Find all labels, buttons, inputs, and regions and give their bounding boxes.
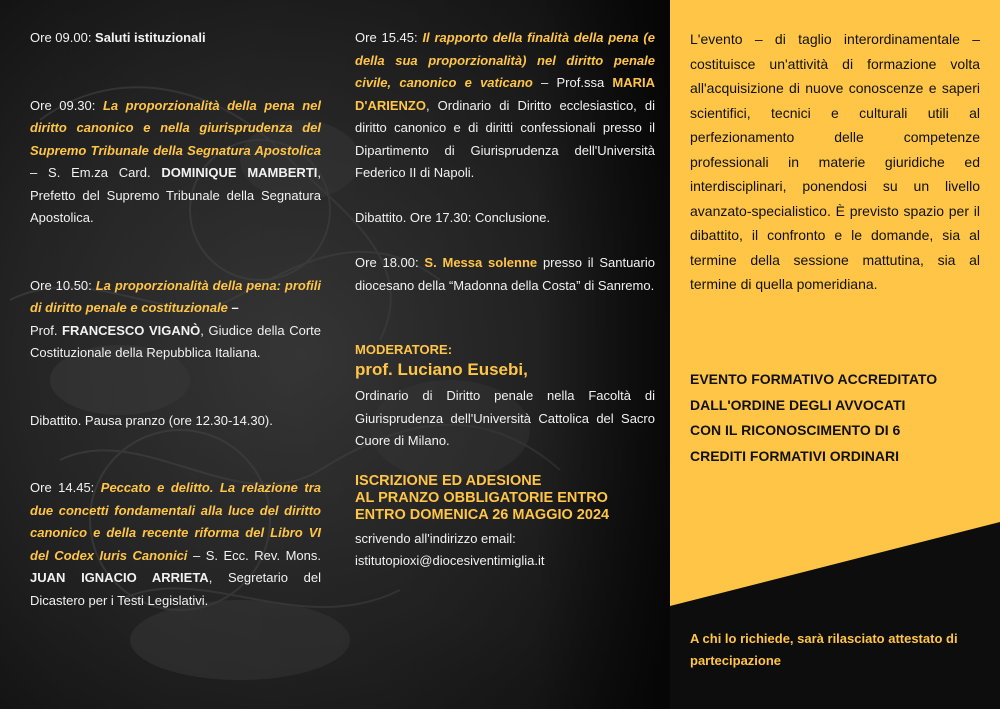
session-title: La proporzionalità della pena: profili di diritto penale e costituzionale <box>30 277 321 315</box>
separator: – S. Ecc. Rev. Mons. <box>187 547 321 563</box>
program-column-1 <box>30 27 321 612</box>
registration-block <box>355 473 655 573</box>
speaker-role: , Prefetto del Supremo Tribunale della Segnatura Apostolica. <box>30 165 322 225</box>
speaker-name: JUAN IGNACIO ARRIETA <box>30 570 209 585</box>
session-title: La proporzionalità della pena nel diritto canonico e nella giurisprudenza del Supremo Tribunale della Segnatura Apostolica <box>30 97 321 158</box>
program-item-1445 <box>30 477 321 612</box>
speaker-name: DOMINIQUE MAMBERTI <box>161 165 318 180</box>
time: Ore 09.30: <box>30 97 103 113</box>
speaker-prefix: Prof. <box>30 322 63 338</box>
speaker-role: , Giudice della Corte Costituzionale della Repubblica Italiana. <box>30 322 321 360</box>
certificate-note: A chi lo richiede, sarà rilasciato attestato di partecipazione <box>690 631 958 668</box>
speaker-role: , Segretario del Dicastero per i Testi Legislativi. <box>30 570 321 608</box>
program-item-lunch <box>30 410 321 433</box>
registration-email: istitutopioxi@diocesiventimiglia.it <box>355 553 545 568</box>
program-item-1050 <box>30 275 321 365</box>
speaker-name: MARIA D'ARIENZO <box>355 75 655 113</box>
break-text: Dibattito. Pausa pranzo (ore 12.30-14.30). <box>30 412 273 428</box>
moderator-description: Ordinario di Diritto penale nella Facoltà di Giurisprudenza dell'Università Cattolica del Sacro Cuore di Milano. <box>355 388 655 448</box>
program-column-2 <box>355 27 655 573</box>
time: Ore 14.45: <box>30 480 101 495</box>
moderator-name: prof. Luciano Eusebi, <box>355 360 528 379</box>
moderator-block <box>355 341 655 453</box>
session-title: S. Messa solenne <box>424 255 538 270</box>
accreditation-line-2: DALL'ORDINE DEGLI AVVOCATI <box>690 396 906 413</box>
registration-line-1: ISCRIZIONE ED ADESIONE <box>355 472 542 489</box>
speaker-name: FRANCESCO VIGANÒ <box>62 322 201 338</box>
session-title: Peccato e delitto. La relazione tra due concetti fondamentali alla luce del diritto canonico e della recente riforma del Libro VI del Codex Iuris Canonici <box>30 480 321 563</box>
program-item-0930 <box>30 95 321 230</box>
program-item-1800 <box>355 252 655 297</box>
separator: – <box>227 300 239 315</box>
accreditation-line-3: CON IL RICONOSCIMENTO DI 6 <box>690 422 901 438</box>
info-panel <box>670 0 1000 709</box>
event-description: L'evento – di taglio interordinamentale – costituisce un'attività di formazione volta all'acquisizione di nuove conoscenze e saperi scientifici, tecnici e culturali utili al perfezionamento delle competenze professionali in materie giuridiche ed interdisciplinari, ponendosi su un livello avanzato-specialistico. È previsto spazio per il dibattito, il confronto e le domande, sia al termine della sessione mattutina, sia al termine di quella pomeridiana. <box>690 31 980 292</box>
separator: – Prof.ssa <box>532 75 613 90</box>
session-title: Saluti istituzionali <box>95 30 206 45</box>
registration-line-2: AL PRANZO OBBLIGATORIE ENTRO <box>355 489 608 506</box>
speaker-role: , Ordinario di Diritto ecclesiastico, di diritto canonico e di diritti confessionali presso il Dipartimento di Giurisprudenza dell'Università Federico II di Napoli. <box>355 97 655 180</box>
session-title: Il rapporto della finalità della pena (e della sua proporzionalità) nel diritto penale civile, canonico e vaticano <box>355 30 655 90</box>
email-intro: scrivendo all'indirizzo email: <box>355 530 516 546</box>
accreditation-line-4: CREDITI FORMATIVI ORDINARI <box>690 447 899 464</box>
time: Ore 09.00: <box>30 30 96 45</box>
conclusion-text: Dibattito. Ore 17.30: Conclusione. <box>355 210 551 225</box>
moderator-label: MODERATORE: <box>355 342 453 357</box>
time: Ore 18.00: <box>355 255 425 270</box>
separator: – S. Em.za Card. <box>30 165 162 180</box>
time: Ore 10.50: <box>30 277 96 293</box>
program-item-conclusion <box>355 207 655 230</box>
location: presso il Santuario diocesano della “Madonna della Costa” di Sanremo. <box>355 255 655 293</box>
accreditation-notice <box>690 367 980 469</box>
program-item-0900 <box>30 27 321 50</box>
registration-line-3: ENTRO DOMENICA 26 MAGGIO 2024 <box>355 506 610 523</box>
program-item-1545 <box>355 27 655 185</box>
accreditation-line-1: EVENTO FORMATIVO ACCREDITATO <box>690 371 938 387</box>
time: Ore 15.45: <box>355 30 423 45</box>
